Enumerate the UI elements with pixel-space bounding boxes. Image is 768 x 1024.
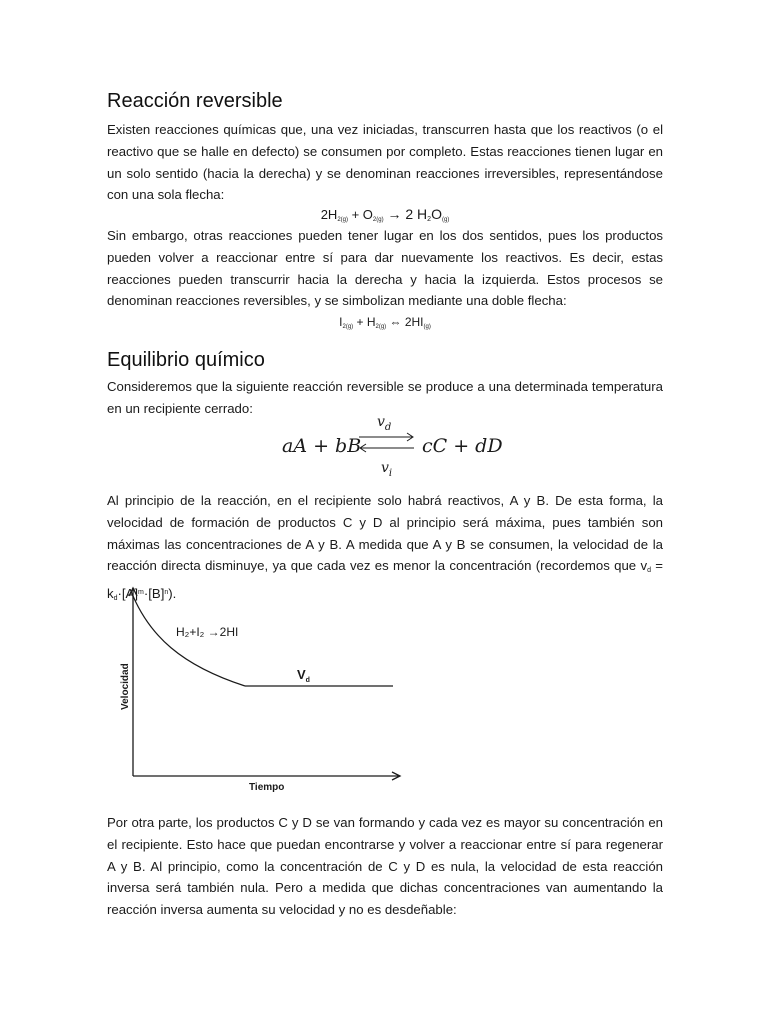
section-title-reversible: Reacción reversible	[107, 90, 283, 112]
paragraph-initial-rate: Al principio de la reacción, en el recipiente solo habrá reactivos, A y B. De esta forma, la velocidad de formación de productos C y D al principio será máxima, pues también son máximas las concentraciones de A y B. A medida que A y B se consumen, la velocidad de la reacción directa disminuye, ya que cada vez es menor la concentración (recordemos que $v_d = k_d\cdot[A]^m\cdot[B]^n$).	[107, 493, 663, 603]
forward-rate-label: $v_d$	[377, 414, 392, 433]
reverse-rate-label: $v_i$	[381, 460, 393, 479]
double-arrow-icon	[357, 430, 417, 454]
equation-reversible: $I_{2(g)} + H_{2(g)}$ ⇔ $2HI_{(g)}$	[339, 315, 431, 330]
velocity-graph	[110, 580, 410, 800]
equation-irreversible: $2H_{2(g)} + O_{2(g)} \to 2$ $H_2O_{(g)}$	[320, 206, 450, 223]
section-title-equilibrium: Equilibrio químico	[107, 349, 265, 371]
graph-x-label: Tiempo	[249, 782, 285, 793]
graph-curve-label: $V_d$	[297, 667, 310, 684]
graph-reaction-label: H₂+I₂ →2HI	[176, 625, 239, 639]
paragraph-reversible: Sin embargo, otras reacciones pueden tener lugar en los dos sentidos, pues los productos pueden volver a reaccionar entre sí para dar nuevamente los reactivos. Es decir, estas reacciones pueden transcurrir hacia la derecha y hacia la izquierda. Estos procesos se denominan reacciones reversibles, y se simbolizan mediante una doble flecha:	[107, 228, 663, 309]
paragraph-irreversible: Existen reacciones químicas que, una vez iniciadas, transcurren hasta que los reactivos (o el reactivo que se halle en defecto) se consumen por completo. Estas reacciones tienen lugar en un solo sentido (hacia la derecha) y se denominan reacciones irreversibles, representándose con una sola flecha:	[107, 122, 663, 203]
paragraph-reverse-rate: Por otra parte, los productos C y D se van formando y cada vez es mayor su concentración en el recipiente. Esto hace que puedan encontrarse y volver a reaccionar entre sí para regenerar A y B. Al principio, como la concentración de C y D es nula, la velocidad de esta reacción inversa será también nula. Pero a medida que dichas concentraciones van aumentando la reacción inversa aumenta su velocidad y no es desdeñable:	[107, 815, 663, 918]
forward-rate-curve	[133, 596, 245, 686]
paragraph-consider: Consideremos que la siguiente reacción reversible se produce a una determinada temperatura en un recipiente cerrado:	[107, 379, 663, 416]
reaction-products: cC + dD	[422, 435, 503, 457]
reaction-reactants: aA + bB	[282, 435, 362, 457]
graph-y-label: Velocidad	[120, 663, 131, 710]
reaction-equation	[277, 410, 507, 480]
